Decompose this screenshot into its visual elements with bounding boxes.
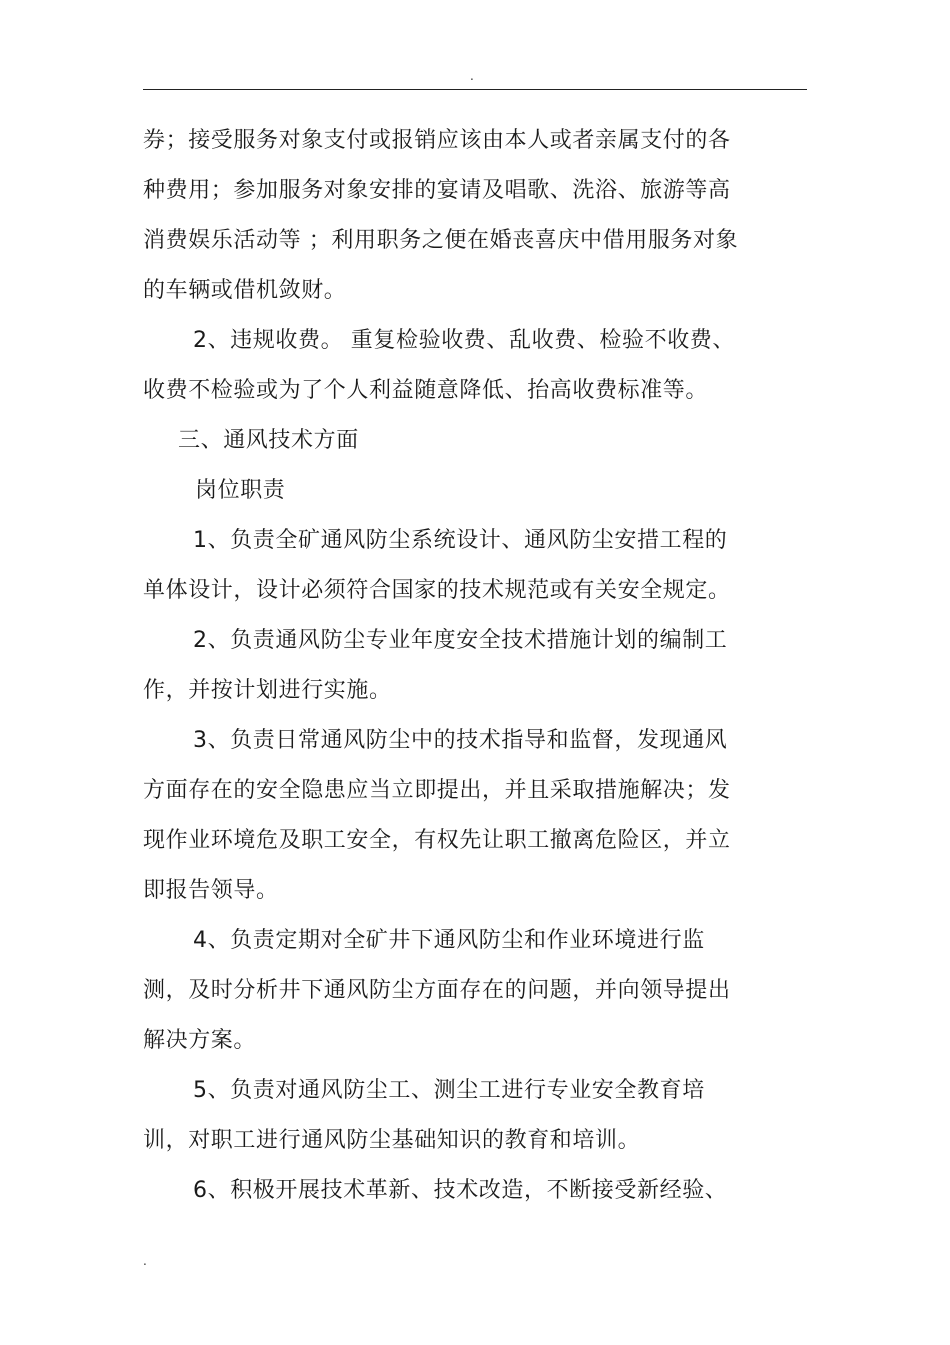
duty-item-1: 1、负责全矿通风防尘系统设计、通风防尘安措工程的单体设计，设计必须符合国家的技术规范或有关安全规定。 [143,528,731,603]
header-rule [143,89,807,90]
paragraph-continuation: 券；接受服务对象支付或报销应该由本人或者亲属支付的各种费用；参加服务对象安排的宴请及唱歌、洗浴、旅游等高消费娱乐活动等 ；利用职务之便在婚丧喜庆中借用服务对象的车辆或借机敛财。 [143,128,739,303]
paragraph-item-2-fees: 2、违规收费。 重复检验收费、乱收费、检验不收费、收费不检验或为了个人利益随意降低、抬高收费标准等。 [143,328,735,403]
footer-mark: . [143,1254,147,1268]
header-mark: . [470,69,474,83]
duty-item-5: 5、负责对通风防尘工、测尘工进行专业安全教育培训，对职工进行通风防尘基础知识的教育和培训。 [143,1078,705,1153]
document-body [143,116,743,1216]
duty-item-3: 3、负责日常通风防尘中的技术指导和监督，发现通风方面存在的安全隐患应当立即提出，并且采取措施解决；发现作业环境危及职工安全，有权先让职工撤离危险区，并立即报告领导。 [143,728,731,903]
section-heading: 三、通风技术方面 [178,428,359,453]
duty-item-6: 6、积极开展技术革新、技术改造，不断接受新经验、 [193,1178,728,1203]
subsection-heading: 岗位职责 [195,478,286,503]
duty-item-2: 2、负责通风防尘专业年度安全技术措施计划的编制工作，并按计划进行实施。 [143,628,728,703]
duty-item-4: 4、负责定期对全矿井下通风防尘和作业环境进行监测，及时分析井下通风防尘方面存在的问题，并向领导提出解决方案。 [143,928,731,1053]
